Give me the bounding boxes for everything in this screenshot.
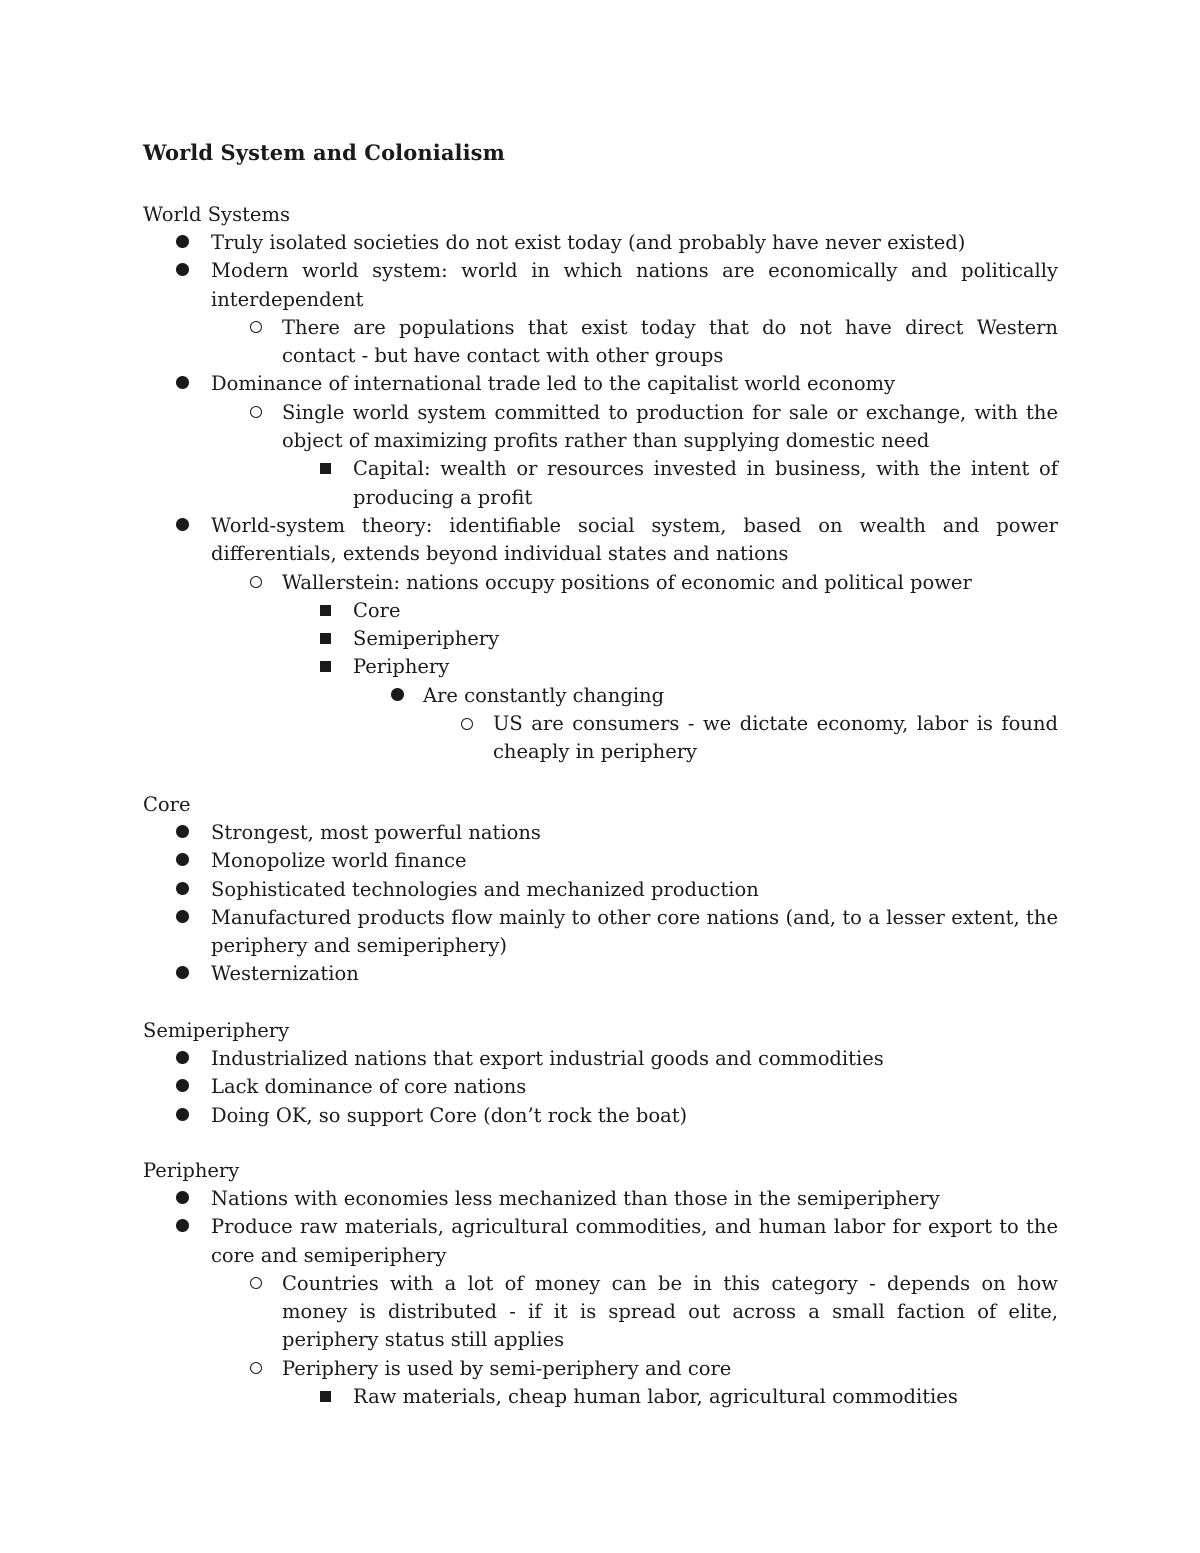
bullet-dot-icon [176,910,189,923]
list-item: Capital: wealth or resources invested in business, with the intent of producing a profit [0,455,1200,512]
bullet-dot-icon [176,882,189,895]
list-item: Truly isolated societies do not exist today (and probably have never existed) [0,229,1200,257]
bullet-dot-icon [391,688,404,701]
list-item: Lack dominance of core nations [0,1073,1200,1101]
bullet-dot-icon [176,966,189,979]
bullet-circle-icon [250,1362,262,1374]
list-item: Are constantly changing [0,682,1200,710]
bullet-circle-icon [250,406,262,418]
list-item: Wallerstein: nations occupy positions of economic and political power [0,569,1200,597]
bullet-circle-icon [461,718,473,730]
bullet-dot-icon [176,518,189,531]
semiperiphery-list [0,1045,1200,1130]
list-item: Industrialized nations that export industrial goods and commodities [0,1045,1200,1073]
bullet-dot-icon [176,1191,189,1204]
bullet-dot-icon [176,376,189,389]
list-item: Periphery [0,653,1200,681]
section-heading-semiperiphery: Semiperiphery [143,1019,290,1042]
list-item: Doing OK, so support Core (don’t rock the boat) [0,1102,1200,1130]
bullet-dot-icon [176,1051,189,1064]
list-item: Monopolize world finance [0,847,1200,875]
page-title: World System and Colonialism [143,140,505,165]
list-item: Raw materials, cheap human labor, agricultural commodities [0,1383,1200,1411]
bullet-dot-icon [176,1219,189,1232]
bullet-circle-icon [250,1277,262,1289]
list-item: US are consumers - we dictate economy, labor is found cheaply in periphery [0,710,1200,767]
list-item: There are populations that exist today that do not have direct Western contact - but have contact with other groups [0,314,1200,371]
list-item: Strongest, most powerful nations [0,819,1200,847]
core-list [0,819,1200,989]
list-item: Periphery is used by semi-periphery and core [0,1355,1200,1383]
list-item: Sophisticated technologies and mechanized production [0,876,1200,904]
list-item: Dominance of international trade led to the capitalist world economy [0,370,1200,398]
list-item: Semiperiphery [0,625,1200,653]
list-item: Single world system committed to production for sale or exchange, with the object of maximizing profits rather than supplying domestic need [0,399,1200,456]
bullet-square-icon [320,1391,331,1402]
list-item: Nations with economies less mechanized than those in the semiperiphery [0,1185,1200,1213]
bullet-square-icon [320,633,331,644]
list-item: Countries with a lot of money can be in this category - depends on how money is distributed - if it is spread out across a small faction of elite, periphery status still applies [0,1270,1200,1355]
section-heading-world-systems: World Systems [143,203,290,226]
periphery-list [0,1185,1200,1411]
bullet-dot-icon [176,263,189,276]
bullet-dot-icon [176,1108,189,1121]
world-systems-list [0,229,1200,767]
list-item: Produce raw materials, agricultural commodities, and human labor for export to the core and semiperiphery [0,1213,1200,1270]
list-item: Westernization [0,960,1200,988]
bullet-square-icon [320,661,331,672]
bullet-square-icon [320,463,331,474]
list-item: Manufactured products flow mainly to other core nations (and, to a lesser extent, the periphery and semiperiphery) [0,904,1200,961]
bullet-dot-icon [176,853,189,866]
bullet-dot-icon [176,235,189,248]
section-heading-periphery: Periphery [143,1159,240,1182]
list-item: Core [0,597,1200,625]
list-item: World-system theory: identifiable social system, based on wealth and power differentials, extends beyond individual states and nations [0,512,1200,569]
bullet-dot-icon [176,1079,189,1092]
section-heading-core: Core [143,793,191,816]
bullet-square-icon [320,605,331,616]
list-item: Modern world system: world in which nations are economically and politically interdependent [0,257,1200,314]
bullet-circle-icon [250,576,262,588]
bullet-dot-icon [176,825,189,838]
bullet-circle-icon [250,321,262,333]
